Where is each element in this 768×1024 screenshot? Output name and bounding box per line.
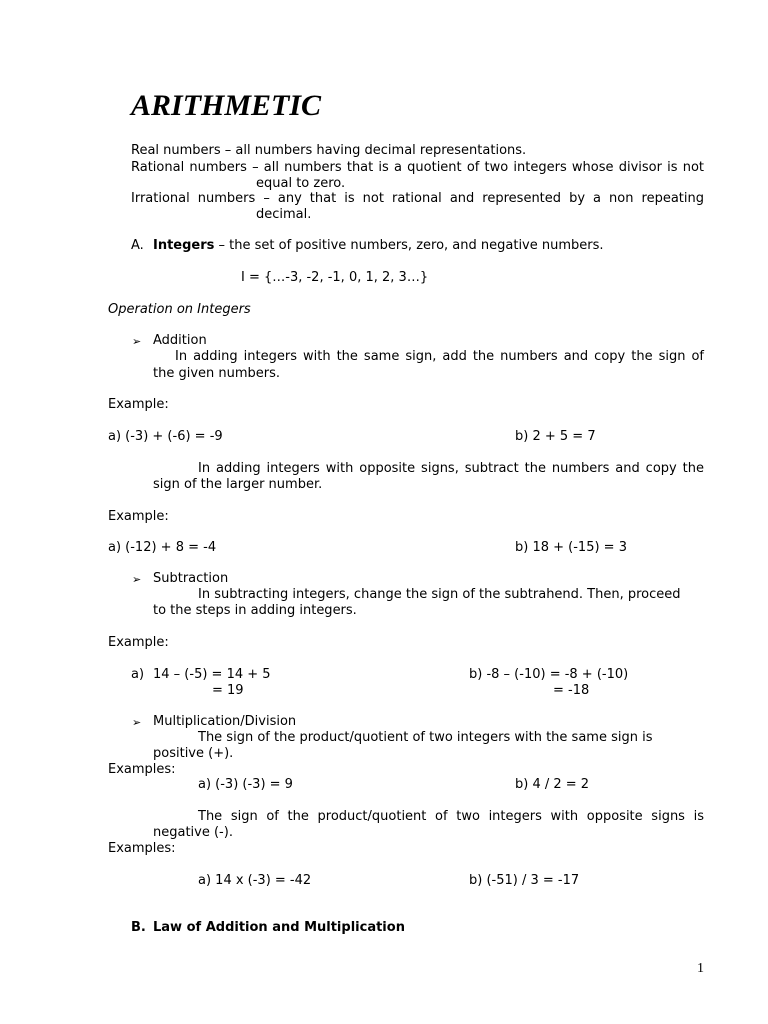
example-label: Example: — [108, 635, 169, 650]
section-a-heading — [153, 238, 604, 254]
page-number: 1 — [697, 961, 704, 976]
section-b-marker: B. — [131, 920, 146, 935]
subtraction-label: Subtraction — [153, 571, 229, 586]
multiplication-example-2b: b) (-51) / 3 = -17 — [469, 873, 580, 888]
addition-rule-1: In adding integers with the same sign, add the numbers and copy the sign of — [175, 349, 704, 364]
addition-label: Addition — [153, 333, 207, 348]
addition-example-1a: a) (-3) + (-6) = -9 — [108, 429, 223, 444]
subtraction-rule: In subtracting integers, change the sign of the subtrahend. Then, proceed — [198, 587, 681, 602]
multiplication-example-1a: a) (-3) (-3) = 9 — [198, 777, 293, 792]
addition-example-2a: a) (-12) + 8 = -4 — [108, 540, 217, 555]
multiplication-rule-1-cont: positive (+). — [153, 746, 234, 761]
subtraction-example-b-result: = -18 — [553, 683, 590, 698]
bullet-icon: ➢ — [132, 716, 142, 729]
multiplication-label: Multiplication/Division — [153, 714, 297, 729]
subtraction-example-b: b) -8 – (-10) = -8 + (-10) — [469, 667, 629, 682]
definition-real: Real numbers – all numbers having decimal representations. — [131, 143, 527, 158]
subtraction-example-a-result: = 19 — [212, 683, 244, 698]
definition-irrational-cont: decimal. — [256, 207, 312, 222]
section-b-heading: Law of Addition and Multiplication — [153, 920, 405, 935]
examples-label: Examples: — [108, 762, 176, 777]
multiplication-example-2a: a) 14 x (-3) = -42 — [198, 873, 312, 888]
multiplication-example-1b: b) 4 / 2 = 2 — [515, 777, 590, 792]
operations-heading: Operation on Integers — [108, 302, 251, 317]
examples-label: Examples: — [108, 841, 176, 856]
multiplication-rule-2-cont: negative (-). — [153, 825, 233, 840]
page-title: ARITHMETIC — [131, 89, 322, 122]
section-a-description: – the set of positive numbers, zero, and negative numbers. — [214, 238, 604, 253]
integer-set: I = {…-3, -2, -1, 0, 1, 2, 3…} — [241, 270, 429, 285]
bullet-icon: ➢ — [132, 335, 142, 348]
subtraction-example-a: 14 – (-5) = 14 + 5 — [153, 667, 271, 682]
section-a-marker: A. — [131, 238, 144, 253]
multiplication-rule-1: The sign of the product/quotient of two integers with the same sign is — [198, 730, 653, 745]
addition-rule-2: In adding integers with opposite signs, subtract the numbers and copy the — [198, 461, 704, 476]
example-label: Example: — [108, 397, 169, 412]
addition-example-1b: b) 2 + 5 = 7 — [515, 429, 596, 444]
multiplication-rule-2: The sign of the product/quotient of two integers with opposite signs is — [198, 809, 704, 824]
addition-rule-2-cont: sign of the larger number. — [153, 477, 323, 492]
definition-irrational: Irrational numbers – any that is not rational and represented by a non repeating — [131, 191, 704, 206]
definition-rational: Rational numbers – all numbers that is a quotient of two integers whose divisor is not — [131, 160, 704, 175]
subtraction-example-a-marker: a) — [131, 667, 145, 682]
definition-rational-cont: equal to zero. — [256, 176, 346, 191]
bullet-icon: ➢ — [132, 573, 142, 586]
example-label: Example: — [108, 509, 169, 524]
subtraction-rule-cont: to the steps in adding integers. — [153, 603, 357, 618]
section-a-term: Integers — [153, 238, 215, 253]
addition-rule-1-cont: the given numbers. — [153, 366, 281, 381]
addition-example-2b: b) 18 + (-15) = 3 — [515, 540, 627, 555]
